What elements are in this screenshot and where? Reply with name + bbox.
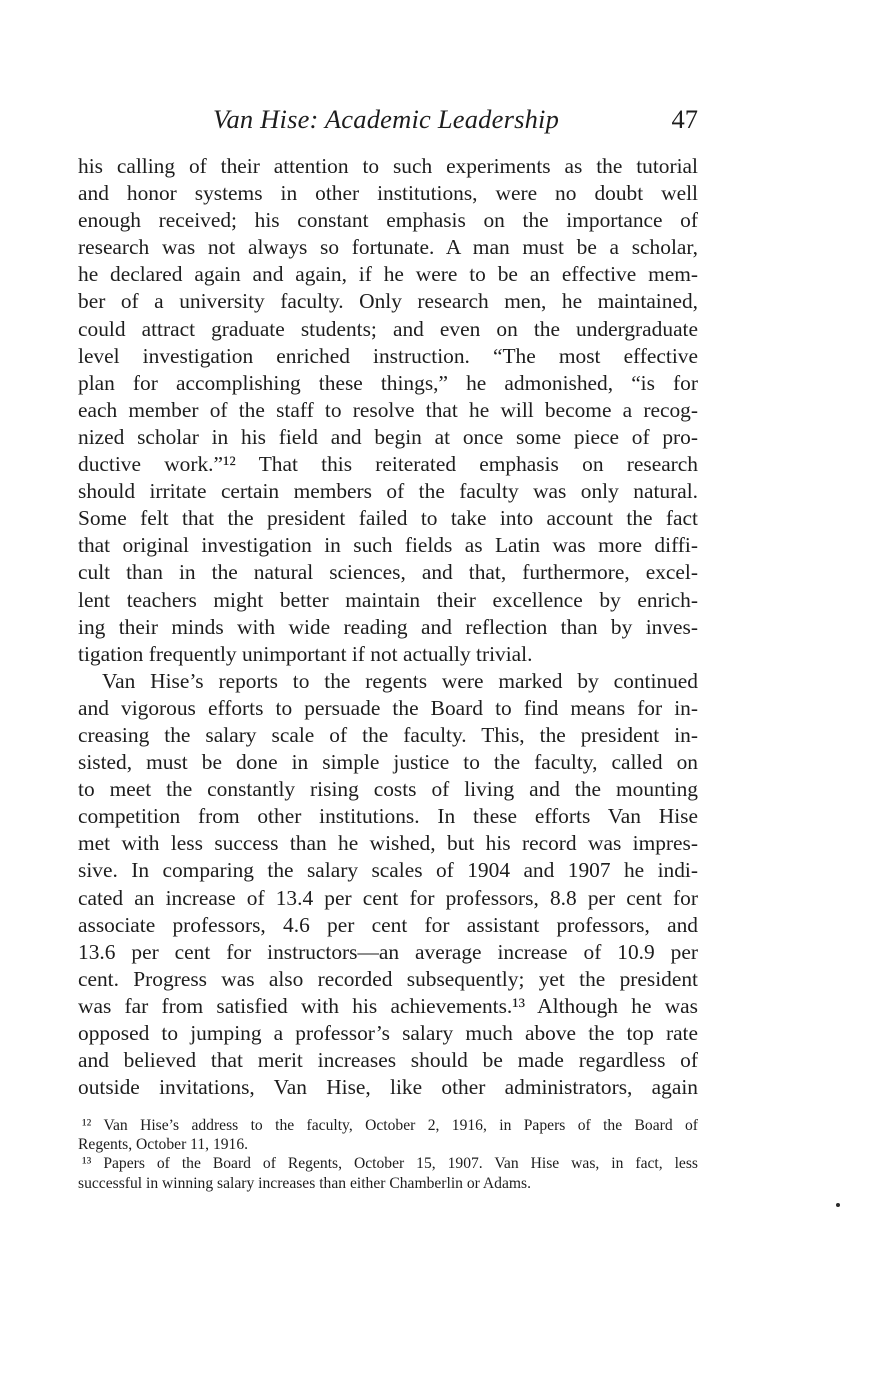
body-line: his calling of their attention to such experiments as the tutorial [78, 154, 698, 178]
body-line: that original investigation in such fields as Latin was more diffi- [78, 533, 698, 558]
body-line: ber of a university faculty. Only research men, he maintained, [78, 289, 698, 314]
paragraph-start-line: Van Hise’s reports to the regents were marked by continued [102, 668, 698, 693]
body-line: and vigorous efforts to persuade the Board to find means for in- [78, 695, 698, 720]
body-line: and honor systems in other institutions, were no doubt well [78, 181, 698, 206]
footnotes [78, 1116, 698, 1193]
body-line: creasing the salary scale of the faculty. This, the president in- [78, 722, 698, 747]
body-line: level investigation enriched instruction. “The most effective [78, 343, 698, 368]
paragraph-end-line: tigation frequently unimportant if not actually trivial. [78, 641, 533, 666]
page-number: 47 [671, 104, 698, 134]
footnote-12-line: Regents, October 11, 1916. [78, 1136, 249, 1154]
body-line: nized scholar in his field and begin at once some piece of pro- [78, 424, 698, 449]
footnote-12-line: ¹² Van Hise’s address to the faculty, October 2, 1916, in Papers of the Board of [82, 1117, 698, 1134]
body-line: ductive work.”¹² That this reiterated emphasis on research [78, 452, 698, 477]
body-line: research was not always so fortunate. A man must be a scholar, [78, 235, 698, 260]
body-line: sive. In comparing the salary scales of 1904 and 1907 he indi- [78, 858, 698, 883]
body-line: cated an increase of 13.4 per cent for professors, 8.8 per cent for [78, 885, 698, 910]
body-line: could attract graduate students; and even on the undergraduate [78, 316, 698, 341]
scan-speck [836, 1203, 840, 1207]
body-line: ing their minds with wide reading and reflection than by inves- [78, 614, 698, 639]
body-line: Some felt that the president failed to take into account the fact [78, 506, 698, 531]
body-line: associate professors, 4.6 per cent for assistant professors, and [78, 912, 698, 937]
body-line: to meet the constantly rising costs of living and the mounting [78, 777, 698, 802]
body-line: met with less success than he wished, but his record was impres- [78, 831, 698, 856]
footnote-13-line: successful in winning salary increases than either Chamberlin or Adams. [78, 1174, 531, 1192]
body-line: outside invitations, Van Hise, like other administrators, again [78, 1075, 698, 1100]
body-line: cent. Progress was also recorded subsequently; yet the president [78, 966, 698, 991]
body-line: should irritate certain members of the faculty was only natural. [78, 479, 698, 504]
body-line: he declared again and again, if he were to be an effective mem- [78, 262, 698, 287]
body-text [78, 153, 698, 1101]
body-line: enough received; his constant emphasis on the importance of [78, 208, 698, 233]
body-line: each member of the staff to resolve that he will become a recog- [78, 397, 698, 422]
body-line: was far from satisfied with his achievements.¹³ Although he was [78, 993, 698, 1018]
body-line: and believed that merit increases should be made regardless of [78, 1048, 698, 1073]
footnote-13-line: ¹³ Papers of the Board of Regents, October 15, 1907. Van Hise was, in fact, less [82, 1155, 698, 1173]
body-line: plan for accomplishing these things,” he admonished, “is for [78, 370, 698, 395]
body-line: 13.6 per cent for instructors—an average increase of 10.9 per [78, 939, 698, 964]
body-line: cult than in the natural sciences, and that, furthermore, excel- [78, 560, 698, 585]
body-line: sisted, must be done in simple justice to the faculty, called on [78, 750, 698, 775]
body-line: competition from other institutions. In these efforts Van Hise [78, 804, 698, 829]
running-head-title: Van Hise: Academic Leadership [213, 104, 560, 134]
body-line: opposed to jumping a professor’s salary much above the top rate [78, 1021, 698, 1045]
running-head [78, 104, 698, 144]
body-line: lent teachers might better maintain their excellence by enrich- [78, 587, 698, 612]
